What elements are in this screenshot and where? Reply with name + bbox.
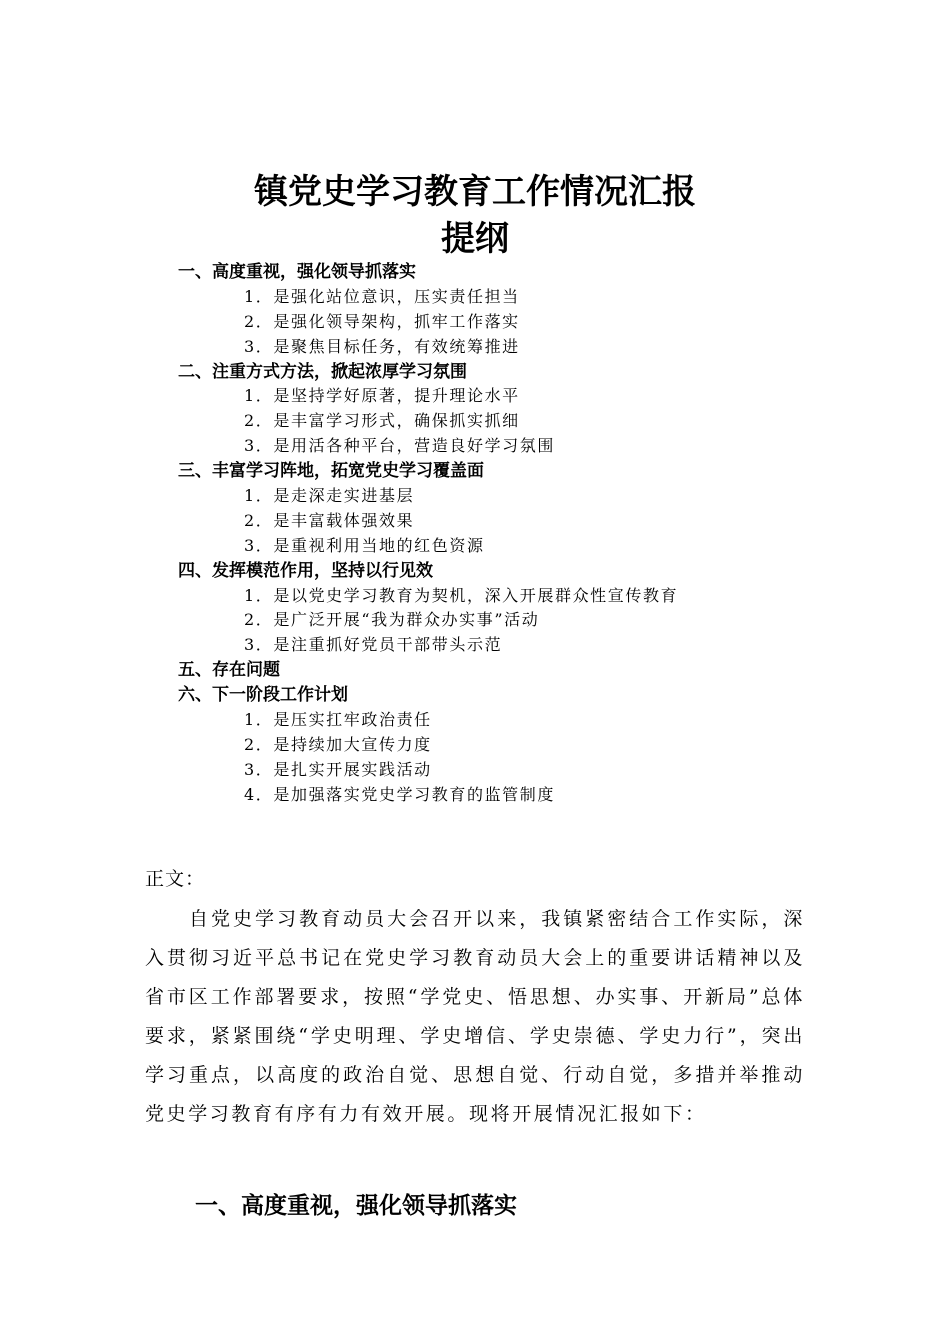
outline-item: 2．是丰富载体强效果 <box>244 510 415 530</box>
outline-section-heading: 二、注重方式方法，掀起浓厚学习氛围 <box>178 361 467 382</box>
document-title: 镇党史学习教育工作情况汇报 <box>254 172 696 212</box>
outline-item: 3．是重视利用当地的红色资源 <box>244 535 485 555</box>
outline-section-heading: 五、存在问题 <box>178 660 280 681</box>
outline-item: 1．是压实扛牢政治责任 <box>244 710 432 730</box>
outline-item: 2．是广泛开展“我为群众办实事”活动 <box>244 610 540 630</box>
outline-item: 1．是走深走实进基层 <box>244 486 415 506</box>
outline-section-heading: 四、发挥模范作用，坚持以行见效 <box>178 560 433 581</box>
body-label: 正文： <box>145 868 206 890</box>
outline-section-heading: 六、下一阶段工作计划 <box>178 685 348 706</box>
outline-item: 3．是扎实开展实践活动 <box>244 759 432 779</box>
outline-item: 3．是注重抓好党员干部带头示范 <box>244 635 503 655</box>
outline-item: 2．是丰富学习形式，确保抓实抓细 <box>244 411 520 431</box>
outline-item: 3．是用活各种平台，营造良好学习氛围 <box>244 436 555 456</box>
outline-item: 2．是持续加大宣传力度 <box>244 734 432 754</box>
body-paragraph: 自党史学习教育动员大会召开以来，我镇紧密结合工作实际，深入贯彻习近平总书记在党史学习教育动员大会上的重要讲话精神以及省市区工作部署要求，按照“学党史、悟思想、办实事、开新局”总体要求，紧紧围绕“学史明理、学史增信、学史崇德、学史力行”，突出学习重点，以高度的政治自觉、思想自觉、行动自觉，多措并举推动党史学习教育有序有力有效开展。现将开展情况汇报如下： <box>145 908 805 1125</box>
outline-item: 2．是强化领导架构，抓牢工作落实 <box>244 311 520 331</box>
outline-item: 1．是坚持学好原著，提升理论水平 <box>244 386 520 406</box>
outline-section-heading: 一、高度重视，强化领导抓落实 <box>178 262 416 282</box>
outline-section-heading: 三、丰富学习阵地，拓宽党史学习覆盖面 <box>178 461 484 482</box>
outline-item: 1．是以党史学习教育为契机，深入开展群众性宣传教育 <box>244 585 679 605</box>
section-heading: 一、高度重视，强化领导抓落实 <box>195 1193 517 1219</box>
outline <box>0 260 950 808</box>
outline-item: 3．是聚焦目标任务，有效统筹推进 <box>244 336 520 356</box>
document-subtitle: 提纲 <box>441 219 509 259</box>
outline-item: 4．是加强落实党史学习教育的监管制度 <box>244 784 555 804</box>
outline-item: 1．是强化站位意识，压实责任担当 <box>244 286 520 306</box>
